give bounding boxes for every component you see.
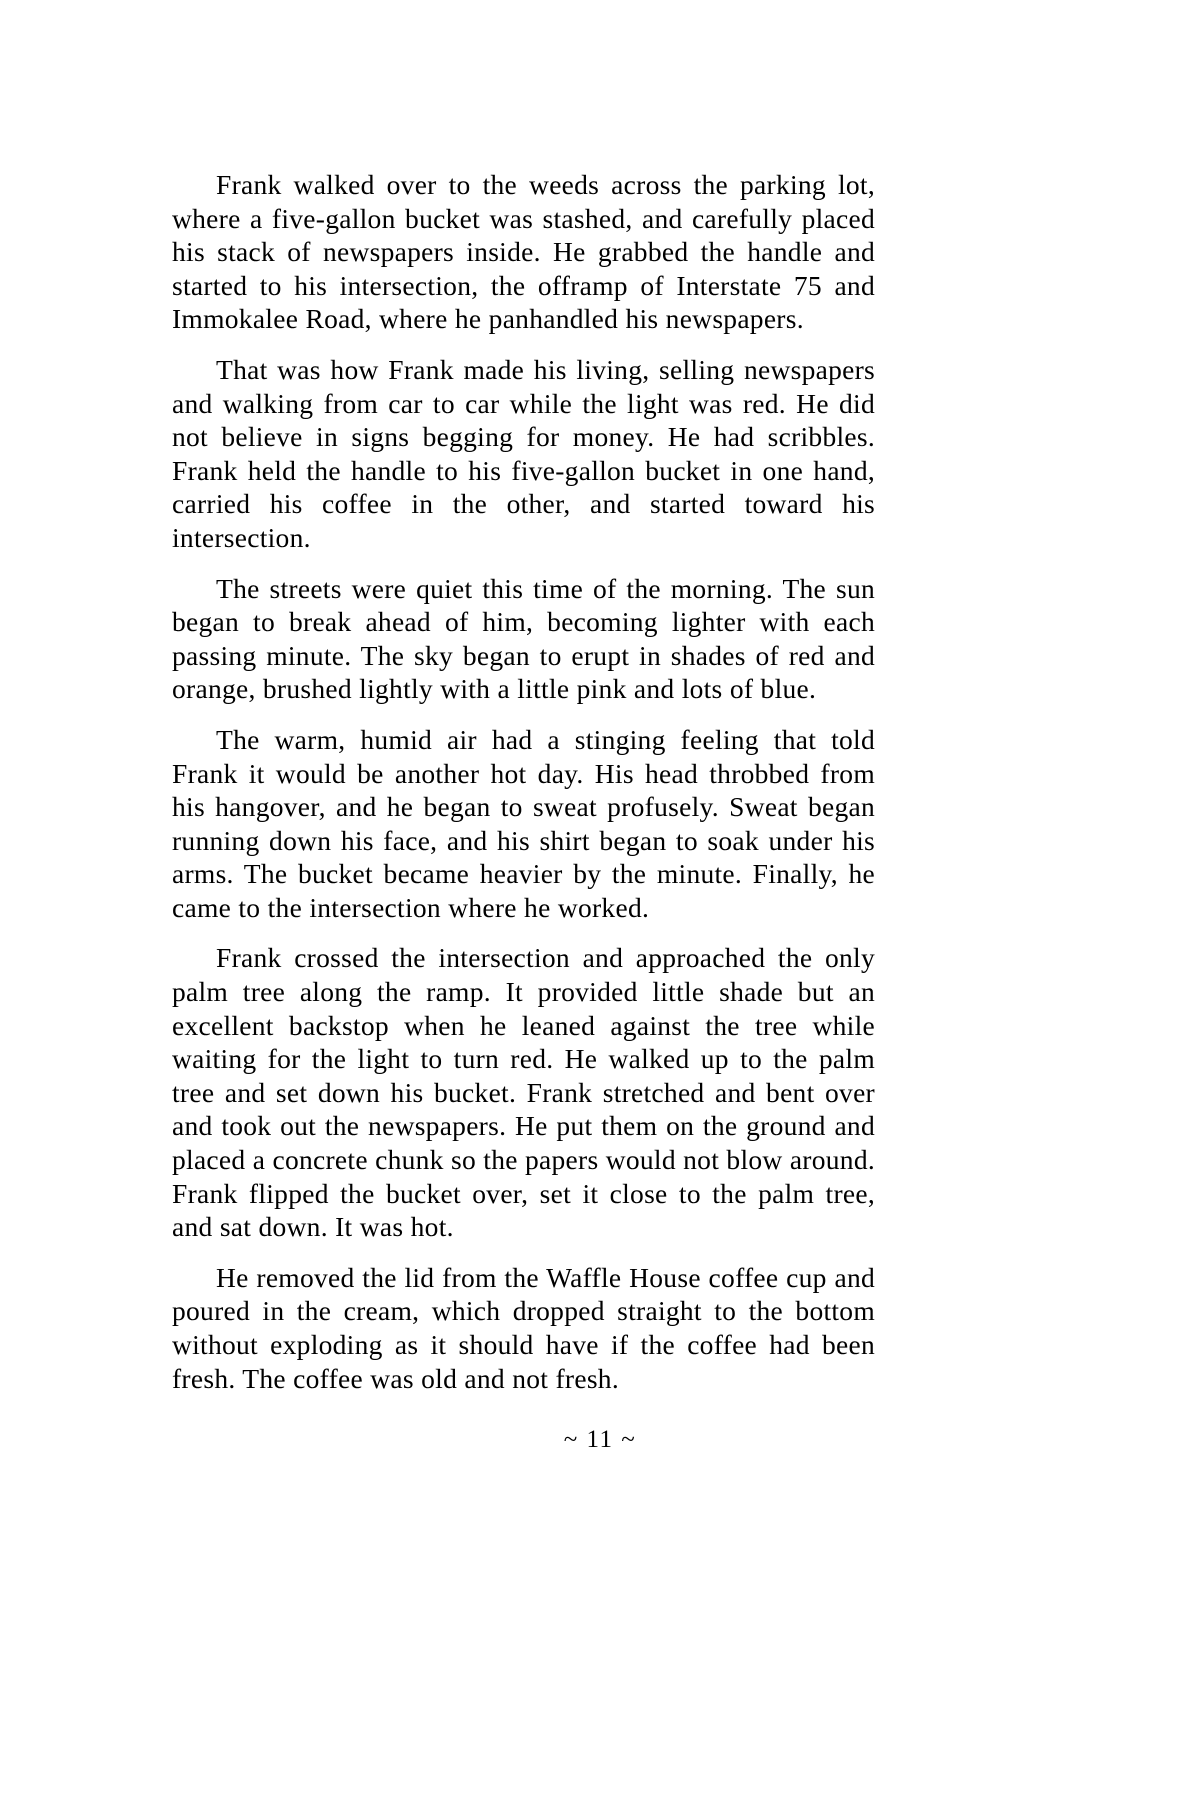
- paragraph: Frank walked over to the weeds across the parking lot, where a five-gallon bucket was stashed, and carefully placed his stack of newspapers inside. He grabbed the handle and started to his intersection, the offramp of Interstate 75 and Immokalee Road, where he panhandled his newspapers.: [172, 169, 875, 335]
- paragraph: That was how Frank made his living, selling newspapers and walking from car to car while the light was red. He did not believe in signs begging for money. He had scribbles. Frank held the handle to his five-gallon bucket in one hand, carried his coffee in the other, and started toward his intersection.: [172, 353, 875, 553]
- paragraph: He removed the lid from the Waffle House coffee cup and poured in the cream, which dropped straight to the bottom without exploding as it should have if the coffee had been fresh. The coffee was old and not fresh.: [172, 1261, 875, 1394]
- paragraph: The streets were quiet this time of the morning. The sun began to break ahead of him, becoming lighter with each passing minute. The sky began to erupt in shades of red and orange, brushed lightly with a little pink and lots of blue.: [172, 572, 875, 705]
- paragraph: Frank crossed the intersection and approached the only palm tree along the ramp. It provided little shade but an excellent backstop when he leaned against the tree while waiting for the light to turn red. He walked up to the palm tree and set down his bucket. Frank stretched and bent over and took out the newspapers. He put them on the ground and placed a concrete chunk so the papers would not blow around. Frank flipped the bucket over, set it close to the palm tree, and sat down. It was hot.: [172, 942, 875, 1243]
- body-text-column: [172, 168, 875, 1395]
- paragraph: The warm, humid air had a stinging feeling that told Frank it would be another hot day. His head throbbed from his hangover, and he began to sweat profusely. Sweat began running down his face, and his shirt began to soak under his arms. The bucket became heavier by the minute. Finally, he came to the intersection where he worked.: [172, 723, 875, 923]
- page-number: ~ 11 ~: [563, 1426, 637, 1453]
